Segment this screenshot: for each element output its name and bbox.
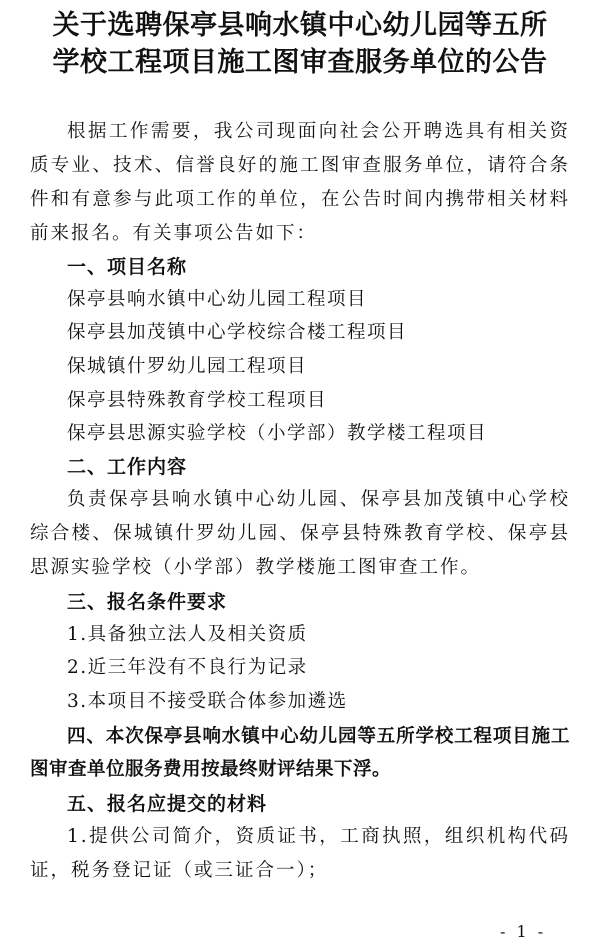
section-4-paragraph: 四、本次保亭县响水镇中心幼儿园等五所学校工程项目施工图审查单位服务费用按最终财评结果下浮。 (30, 726, 570, 780)
requirement-item: 2.近三年没有不良行为记录 (67, 657, 308, 678)
section-5-heading: 五、报名应提交的材料 (67, 793, 268, 815)
section-2-heading: 二、工作内容 (67, 456, 188, 478)
requirement-item: 1.具备独立法人及相关资质 (67, 624, 308, 645)
section-3-heading: 三、报名条件要求 (67, 591, 228, 613)
requirement-item: 3.本项目不接受联合体参加遴选 (67, 691, 348, 712)
document-title-line-1: 关于选聘保亭县响水镇中心幼儿园等五所 (52, 10, 548, 41)
project-item: 保亭县响水镇中心幼儿园工程项目 (67, 289, 368, 310)
page-number: - 1 - (500, 922, 547, 941)
document-title-line-2: 学校工程项目施工图审查服务单位的公告 (52, 47, 548, 78)
project-item: 保城镇什罗幼儿园工程项目 (67, 356, 308, 377)
project-item: 保亭县加茂镇中心学校综合楼工程项目 (67, 322, 408, 343)
work-content-paragraph: 负责保亭县响水镇中心幼儿园、保亭县加茂镇中心学校综合楼、保城镇什罗幼儿园、保亭县特殊教育学校、保亭县思源实验学校（小学部）教学楼施工图审查工作。 (30, 489, 570, 578)
project-item: 保亭县思源实验学校（小学部）教学楼工程项目 (67, 423, 488, 444)
section-1-heading: 一、项目名称 (67, 256, 188, 278)
materials-item: 1.提供公司简介，资质证书，工商执照，组织机构代码证，税务登记证（或三证合一）； (30, 826, 570, 881)
intro-paragraph: 根据工作需要，我公司现面向社会公开聘选具有相关资质专业、技术、信誉良好的施工图审查服务单位，请符合条件和有意参与此项工作的单位，在公告时间内携带相关材料前来报名。有关事项公告如下： (30, 121, 570, 244)
project-item: 保亭县特殊教育学校工程项目 (67, 390, 328, 411)
